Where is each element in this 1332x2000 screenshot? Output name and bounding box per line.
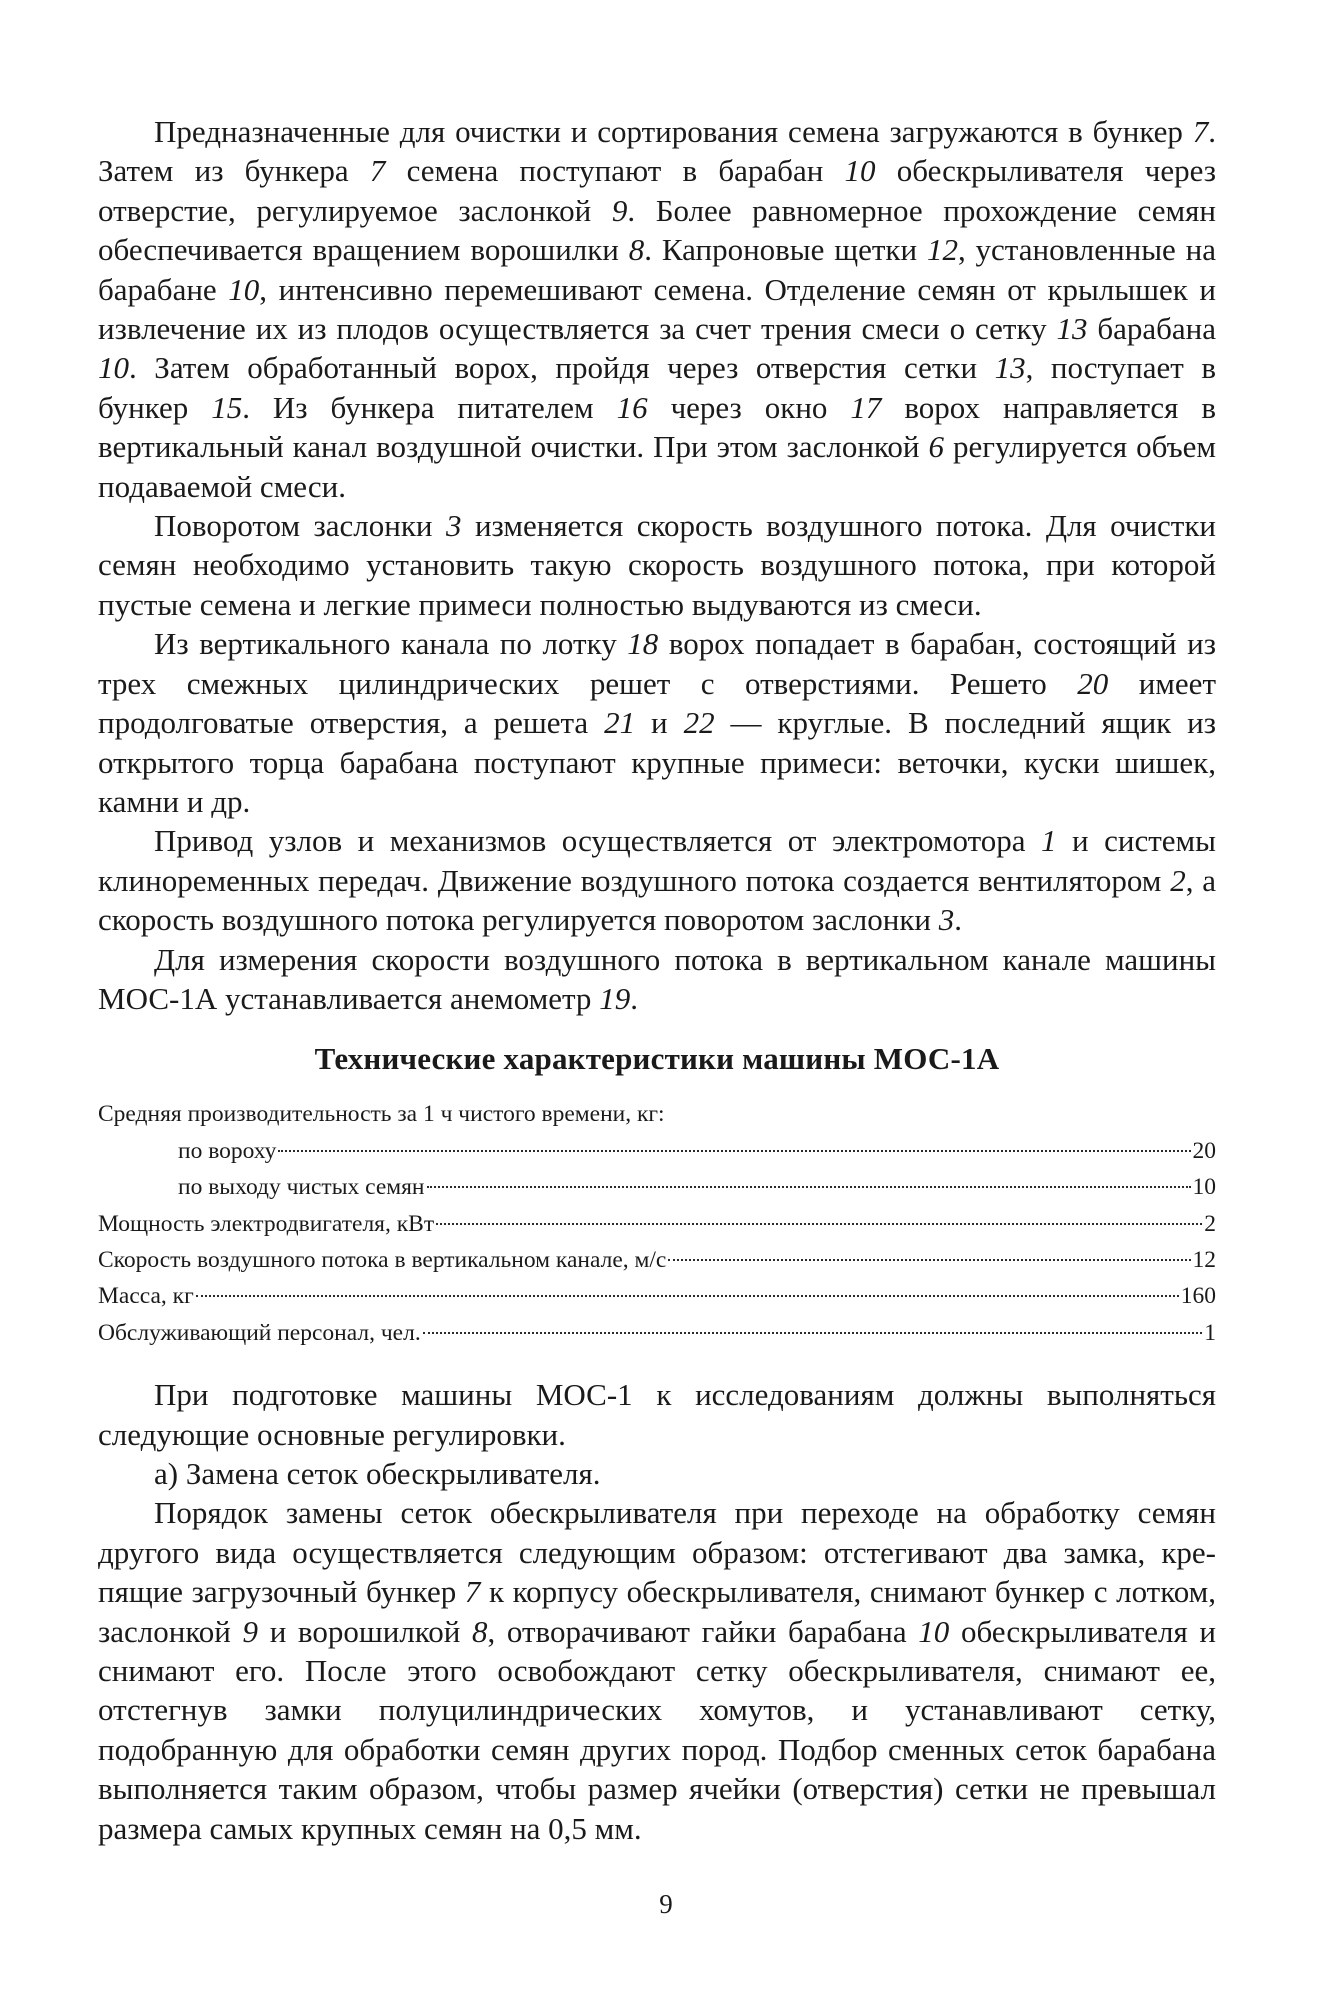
text-run: , установленные на барабане: [98, 232, 1217, 307]
figure-ref: 10: [228, 271, 260, 307]
spec-header: Средняя производительность за 1 ч чистого времени, кг:: [98, 1101, 665, 1128]
text-run: . Более равномерное прохождение семян обеспечивается вращением ворошилки: [98, 192, 1217, 268]
dot-leader: [427, 1186, 1191, 1188]
text-run: и: [635, 705, 684, 741]
paragraph-drum: [98, 624, 1216, 821]
figure-ref: 20: [1077, 665, 1109, 701]
figure-ref: 13: [1056, 311, 1088, 347]
figure-ref: 3: [445, 508, 462, 544]
figure-ref: 12: [926, 232, 958, 268]
text-run: .: [630, 980, 638, 1016]
text-run: Поворотом заслонки: [154, 508, 446, 544]
figure-ref: 9: [611, 192, 628, 228]
figure-ref: 10: [98, 350, 129, 386]
text-run: изменяется скорость воздушного потока. Для очистки семян необходимо установить такую скорость воздушного потока, при которой пустые семена и легкие примеси полностью выдуваются из смеси.: [98, 508, 1216, 622]
spec-value: 2: [1204, 1210, 1216, 1237]
text-run: , поступает в бункер: [98, 350, 1216, 425]
figure-ref: 15: [211, 389, 243, 425]
text-run: регулируется объем подаваемой смеси.: [98, 429, 1217, 504]
spec-label: Мощность электродвигателя, кВт: [98, 1210, 435, 1237]
spec-value: 1: [1204, 1319, 1216, 1346]
page-number: 9: [659, 1889, 673, 1919]
paragraph-anemometer: [98, 940, 1216, 1019]
figure-ref: 7: [464, 1574, 481, 1610]
text-run: . Затем из бункера: [98, 114, 1216, 189]
spec-list: [98, 1096, 1216, 1351]
text-block-upper: [98, 112, 1216, 1018]
text-run: Привод узлов и механизмов осуществляется от электромотора: [154, 823, 1042, 859]
text-run: и ворошилкой: [258, 1613, 473, 1649]
spec-value: 10: [1192, 1174, 1216, 1201]
section-title: Технические характеристики машины МОС-1А: [314, 1041, 1000, 1077]
dot-leader: [436, 1223, 1202, 1225]
dot-leader: [423, 1332, 1203, 1334]
paragraph-airflow: [98, 506, 1216, 624]
figure-ref: 21: [604, 705, 636, 741]
text-run: , интенсивно перемешивают семена. Отделение семян от крылышек и извлечение их из плодов осуществляется за счет трения смеси о сетку: [98, 271, 1217, 347]
spec-row: [98, 1206, 1216, 1242]
figure-ref: 8: [472, 1613, 488, 1649]
text-run: обескрыливателя через отверстие, регулируемое заслонкой: [98, 153, 1216, 228]
text-run: имеет продолговатые отверстия, а решета: [98, 665, 1216, 741]
text-run: Порядок замены сеток обескрыливателя при переходе на обработку семян другого вида осуществляется следующим образом: отстегивают два замка, крепящие загрузочный бункер: [98, 1495, 1216, 1610]
paragraph-drive: [98, 821, 1216, 939]
spec-row: [98, 1315, 1216, 1351]
spec-value: 12: [1192, 1246, 1216, 1273]
figure-ref: 9: [242, 1613, 259, 1649]
figure-ref: 17: [850, 389, 882, 425]
figure-ref: 2: [1170, 862, 1186, 898]
text-run: . Капроновые щетки: [644, 232, 927, 268]
text-run: . Из бункера питателем: [242, 389, 617, 425]
text-run: барабана: [1087, 311, 1217, 347]
spec-value: 20: [1192, 1137, 1216, 1164]
spec-label: Обслуживающий персонал, чел.: [98, 1319, 421, 1346]
figure-ref: 19: [599, 980, 631, 1016]
figure-ref: 6: [928, 429, 945, 465]
page-content: [98, 112, 1216, 1848]
dot-leader: [668, 1259, 1190, 1261]
text-block-lower: [98, 1375, 1216, 1848]
paragraph-replacement: [98, 1493, 1216, 1848]
spec-label: Скорость воздушного потока в вертикальном канале, м/с: [98, 1246, 667, 1273]
figure-ref: 18: [627, 626, 659, 662]
text-run: — круглые. В последний ящик из открытого торца барабана поступают крупные примеси: веточки, куски шишек, камни и др.: [98, 705, 1217, 819]
text-run: а) Замена сеток обескрыливателя.: [154, 1456, 601, 1491]
figure-ref: 10: [844, 153, 876, 189]
paragraph-item-a: [98, 1454, 1216, 1493]
figure-ref: 8: [628, 232, 645, 268]
dot-leader: [278, 1150, 1190, 1152]
text-run: .: [954, 902, 962, 938]
text-run: , отворачивают гайки барабана: [487, 1613, 919, 1649]
figure-ref: 1: [1041, 823, 1057, 859]
text-run: обескрыливателя и снимают его. После этого освобождают сетку обескрыливателя, снимают ее, отстегнув замки полуцилиндрических хомутов, и устанавливают сетку, подобранную для обработки семян других пород. Подбор сменных сеток барабана выполняется таким образом, чтобы размер ячейки (отверстия) сетки не превышал размера самых крупных семян на 0,5 мм.: [98, 1613, 1217, 1846]
text-run: и системы клиноременных передач. Движение воздушного потока создается вентилятором: [98, 823, 1216, 898]
spec-row: [98, 1242, 1216, 1278]
text-run: Предназначенные для очистки и сортирования семена загружаются в бункер: [154, 114, 1193, 149]
spec-label: Масса, кг: [98, 1283, 194, 1310]
figure-ref: 10: [918, 1613, 950, 1649]
paragraph-preparation: [98, 1375, 1216, 1454]
spec-row: [98, 1169, 1216, 1205]
text-run: семена поступают в барабан: [385, 153, 845, 189]
figure-ref: 16: [616, 389, 648, 425]
spec-rows: [98, 1133, 1216, 1351]
text-run: через окно: [647, 389, 851, 425]
spec-value: 160: [1180, 1283, 1216, 1310]
paragraph-loading: [98, 112, 1216, 506]
spec-label: по вороху: [178, 1137, 277, 1164]
text-run: При подготовке машины МОС-1 к исследованиям должны выполняться следующие основные регулировки.: [98, 1377, 1216, 1452]
spec-row: [98, 1133, 1216, 1169]
text-run: ворох направляется в вертикальный канал воздушной очистки. При этом заслонкой: [98, 389, 1216, 465]
text-run: . Затем обработанный ворох, пройдя через отверстия сетки: [129, 350, 995, 386]
figure-ref: 3: [938, 902, 955, 938]
spec-label: по выходу чистых семян: [178, 1174, 425, 1201]
figure-ref: 7: [1192, 114, 1209, 149]
text-run: Для измерения скорости воздушного потока в вертикальном канале машины МОС-1А устанавливается анемометр: [98, 941, 1216, 1016]
text-run: к корпусу обескрыливателя, снимают бункер с лотком, заслонкой: [98, 1574, 1216, 1649]
figure-ref: 7: [369, 153, 386, 189]
figure-ref: 13: [994, 350, 1026, 386]
dot-leader: [196, 1295, 1179, 1297]
spec-row: [98, 1278, 1216, 1314]
text-run: , а скорость воздушного потока регулируется поворотом заслонки: [98, 862, 1216, 938]
text-run: Из вертикального канала по лотку: [154, 626, 628, 662]
text-run: ворох попадает в барабан, состоящий из трех смежных цилиндрических решет с отверстиями. Решето: [98, 626, 1216, 701]
figure-ref: 22: [683, 705, 715, 741]
